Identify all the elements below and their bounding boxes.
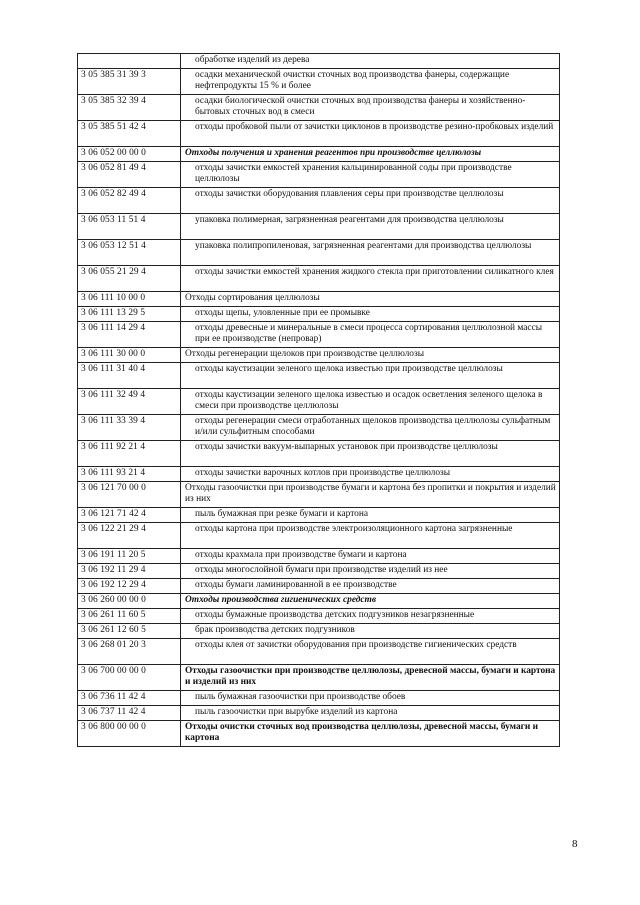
table-row [78, 549, 560, 564]
table-row [78, 389, 560, 415]
waste-description-cell: отходы крахмала при производстве бумаги и картона [181, 549, 560, 564]
table-row [78, 579, 560, 594]
waste-description-cell: отходы регенерации смеси отработанных щелоков производства целлюлозы сульфатным и/или сульфитным способами [181, 415, 560, 441]
waste-code-cell: 3 06 052 82 49 4 [78, 188, 181, 214]
table-body [78, 54, 560, 747]
waste-description-cell: Отходы газоочистки при производстве бумаги и картона без пропитки и покрытия и изделий из них [181, 482, 560, 508]
waste-description-cell: отходы зачистки емкостей хранения жидкого стекла при приготовлении силикатного клея [181, 266, 560, 292]
table-row [78, 121, 560, 147]
table-row [78, 240, 560, 266]
waste-description-cell: отходы древесные и минеральные в смеси процесса сортирования целлюлозной массы при ее производстве (непровар) [181, 322, 560, 348]
waste-code-cell: 3 06 191 11 20 5 [78, 549, 181, 564]
waste-code-cell: 3 05 385 32 39 4 [78, 95, 181, 121]
waste-code-cell: 3 06 192 11 29 4 [78, 564, 181, 579]
waste-code-cell: 3 06 261 12 60 5 [78, 624, 181, 639]
table-row [78, 415, 560, 441]
waste-code-cell: 3 06 121 71 42 4 [78, 508, 181, 523]
table-row [78, 292, 560, 307]
waste-description-cell: осадки механической очистки сточных вод производства фанеры, содержащие нефтепродукты 15 % и более [181, 69, 560, 95]
waste-description-cell: отходы многослойной бумаги при производстве изделий из нее [181, 564, 560, 579]
table-row [78, 482, 560, 508]
table-row [78, 523, 560, 549]
table-row [78, 147, 560, 162]
waste-code-cell: 3 06 111 31 40 4 [78, 363, 181, 389]
waste-description-cell: пыль бумажная газоочистки при производстве обоев [181, 691, 560, 706]
table-row [78, 69, 560, 95]
waste-code-cell: 3 06 053 12 51 4 [78, 240, 181, 266]
waste-description-cell: брак производства детских подгузников [181, 624, 560, 639]
waste-code-cell: 3 06 052 00 00 0 [78, 147, 181, 162]
waste-description-cell: отходы зачистки вакуум-выпарных установок при производстве целлюлозы [181, 441, 560, 467]
waste-code-cell: 3 06 052 81 49 4 [78, 162, 181, 188]
waste-code-cell: 3 06 736 11 42 4 [78, 691, 181, 706]
waste-code-cell: 3 06 111 93 21 4 [78, 467, 181, 482]
table-row [78, 467, 560, 482]
waste-description-cell: пыль бумажная при резке бумаги и картона [181, 508, 560, 523]
table-row [78, 307, 560, 322]
waste-description-cell: отходы зачистки варочных котлов при производстве целлюлозы [181, 467, 560, 482]
waste-description-cell: отходы бумаги ламинированной в ее производстве [181, 579, 560, 594]
table-row [78, 441, 560, 467]
waste-code-cell: 3 05 385 51 42 4 [78, 121, 181, 147]
table-row [78, 266, 560, 292]
waste-description-cell: отходы каустизации зеленого щелока известью и осадок осветления зеленого щелока в смеси при производстве целлюлозы [181, 389, 560, 415]
waste-code-cell: 3 05 385 31 39 3 [78, 69, 181, 95]
table-row [78, 609, 560, 624]
waste-description-cell: отходы зачистки оборудования плавления серы при производстве целлюлозы [181, 188, 560, 214]
table-row [78, 594, 560, 609]
waste-description-cell: отходы картона при производстве электроизоляционного картона загрязненные [181, 523, 560, 549]
table-row [78, 363, 560, 389]
waste-code-cell: 3 06 800 00 00 0 [78, 721, 181, 747]
waste-description-cell: осадки биологической очистки сточных вод производства фанеры и хозяйственно-бытовых сточных вод в смеси [181, 95, 560, 121]
waste-description-cell: упаковка полипропиленовая, загрязненная реагентами для производства целлюлозы [181, 240, 560, 266]
waste-description-cell: Отходы производства гигиенических средств [181, 594, 560, 609]
waste-code-cell: 3 06 121 70 00 0 [78, 482, 181, 508]
waste-code-cell: 3 06 111 30 00 0 [78, 348, 181, 363]
waste-code-cell: 3 06 111 92 21 4 [78, 441, 181, 467]
table-row [78, 665, 560, 691]
table-row [78, 214, 560, 240]
waste-code-cell [78, 54, 181, 69]
waste-description-cell: Отходы получения и хранения реагентов при производстве целлюлозы [181, 147, 560, 162]
waste-description-cell: отходы бумажные производства детских подгузников незагрязненные [181, 609, 560, 624]
waste-code-cell: 3 06 111 33 39 4 [78, 415, 181, 441]
table-row [78, 95, 560, 121]
table-row [78, 721, 560, 747]
waste-description-cell: отходы щепы, уловленные при ее промывке [181, 307, 560, 322]
table-row [78, 54, 560, 69]
table-row [78, 162, 560, 188]
waste-code-cell: 3 06 111 13 29 5 [78, 307, 181, 322]
waste-classification-table [77, 53, 560, 747]
waste-description-cell: пыль газоочистки при вырубке изделий из картона [181, 706, 560, 721]
waste-code-cell: 3 06 053 11 51 4 [78, 214, 181, 240]
waste-description-cell: отходы зачистки емкостей хранения кальцинированной соды при производстве целлюлозы [181, 162, 560, 188]
table-row [78, 322, 560, 348]
waste-description-cell: упаковка полимерная, загрязненная реагентами для производства целлюлозы [181, 214, 560, 240]
waste-code-cell: 3 06 192 12 29 4 [78, 579, 181, 594]
table-row [78, 564, 560, 579]
waste-code-cell: 3 06 261 11 60 5 [78, 609, 181, 624]
waste-description-cell: Отходы сортирования целлюлозы [181, 292, 560, 307]
waste-code-cell: 3 06 111 32 49 4 [78, 389, 181, 415]
waste-code-cell: 3 06 737 11 42 4 [78, 706, 181, 721]
waste-description-cell: обработке изделий из дерева [181, 54, 560, 69]
table-row [78, 706, 560, 721]
page-number: 8 [572, 838, 578, 850]
table-row [78, 624, 560, 639]
waste-description-cell: отходы пробковой пыли от зачистки циклонов в производстве резино-пробковых изделий [181, 121, 560, 147]
waste-description-cell: отходы клея от зачистки оборудования при производстве гигиенических средств [181, 639, 560, 665]
waste-description-cell: Отходы регенерации щелоков при производстве целлюлозы [181, 348, 560, 363]
waste-code-cell: 3 06 111 14 29 4 [78, 322, 181, 348]
waste-code-cell: 3 06 122 21 29 4 [78, 523, 181, 549]
table-row [78, 348, 560, 363]
waste-description-cell: отходы каустизации зеленого щелока известью при производстве целлюлозы [181, 363, 560, 389]
table-row [78, 188, 560, 214]
waste-code-cell: 3 06 260 00 00 0 [78, 594, 181, 609]
table-row [78, 639, 560, 665]
waste-code-cell: 3 06 268 01 20 3 [78, 639, 181, 665]
table-row [78, 691, 560, 706]
table-row [78, 508, 560, 523]
waste-description-cell: Отходы очистки сточных вод производства целлюлозы, древесной массы, бумаги и картона [181, 721, 560, 747]
waste-description-cell: Отходы газоочистки при производстве целлюлозы, древесной массы, бумаги и картона и изделий из них [181, 665, 560, 691]
waste-code-cell: 3 06 055 21 29 4 [78, 266, 181, 292]
waste-code-cell: 3 06 700 00 00 0 [78, 665, 181, 691]
waste-code-cell: 3 06 111 10 00 0 [78, 292, 181, 307]
